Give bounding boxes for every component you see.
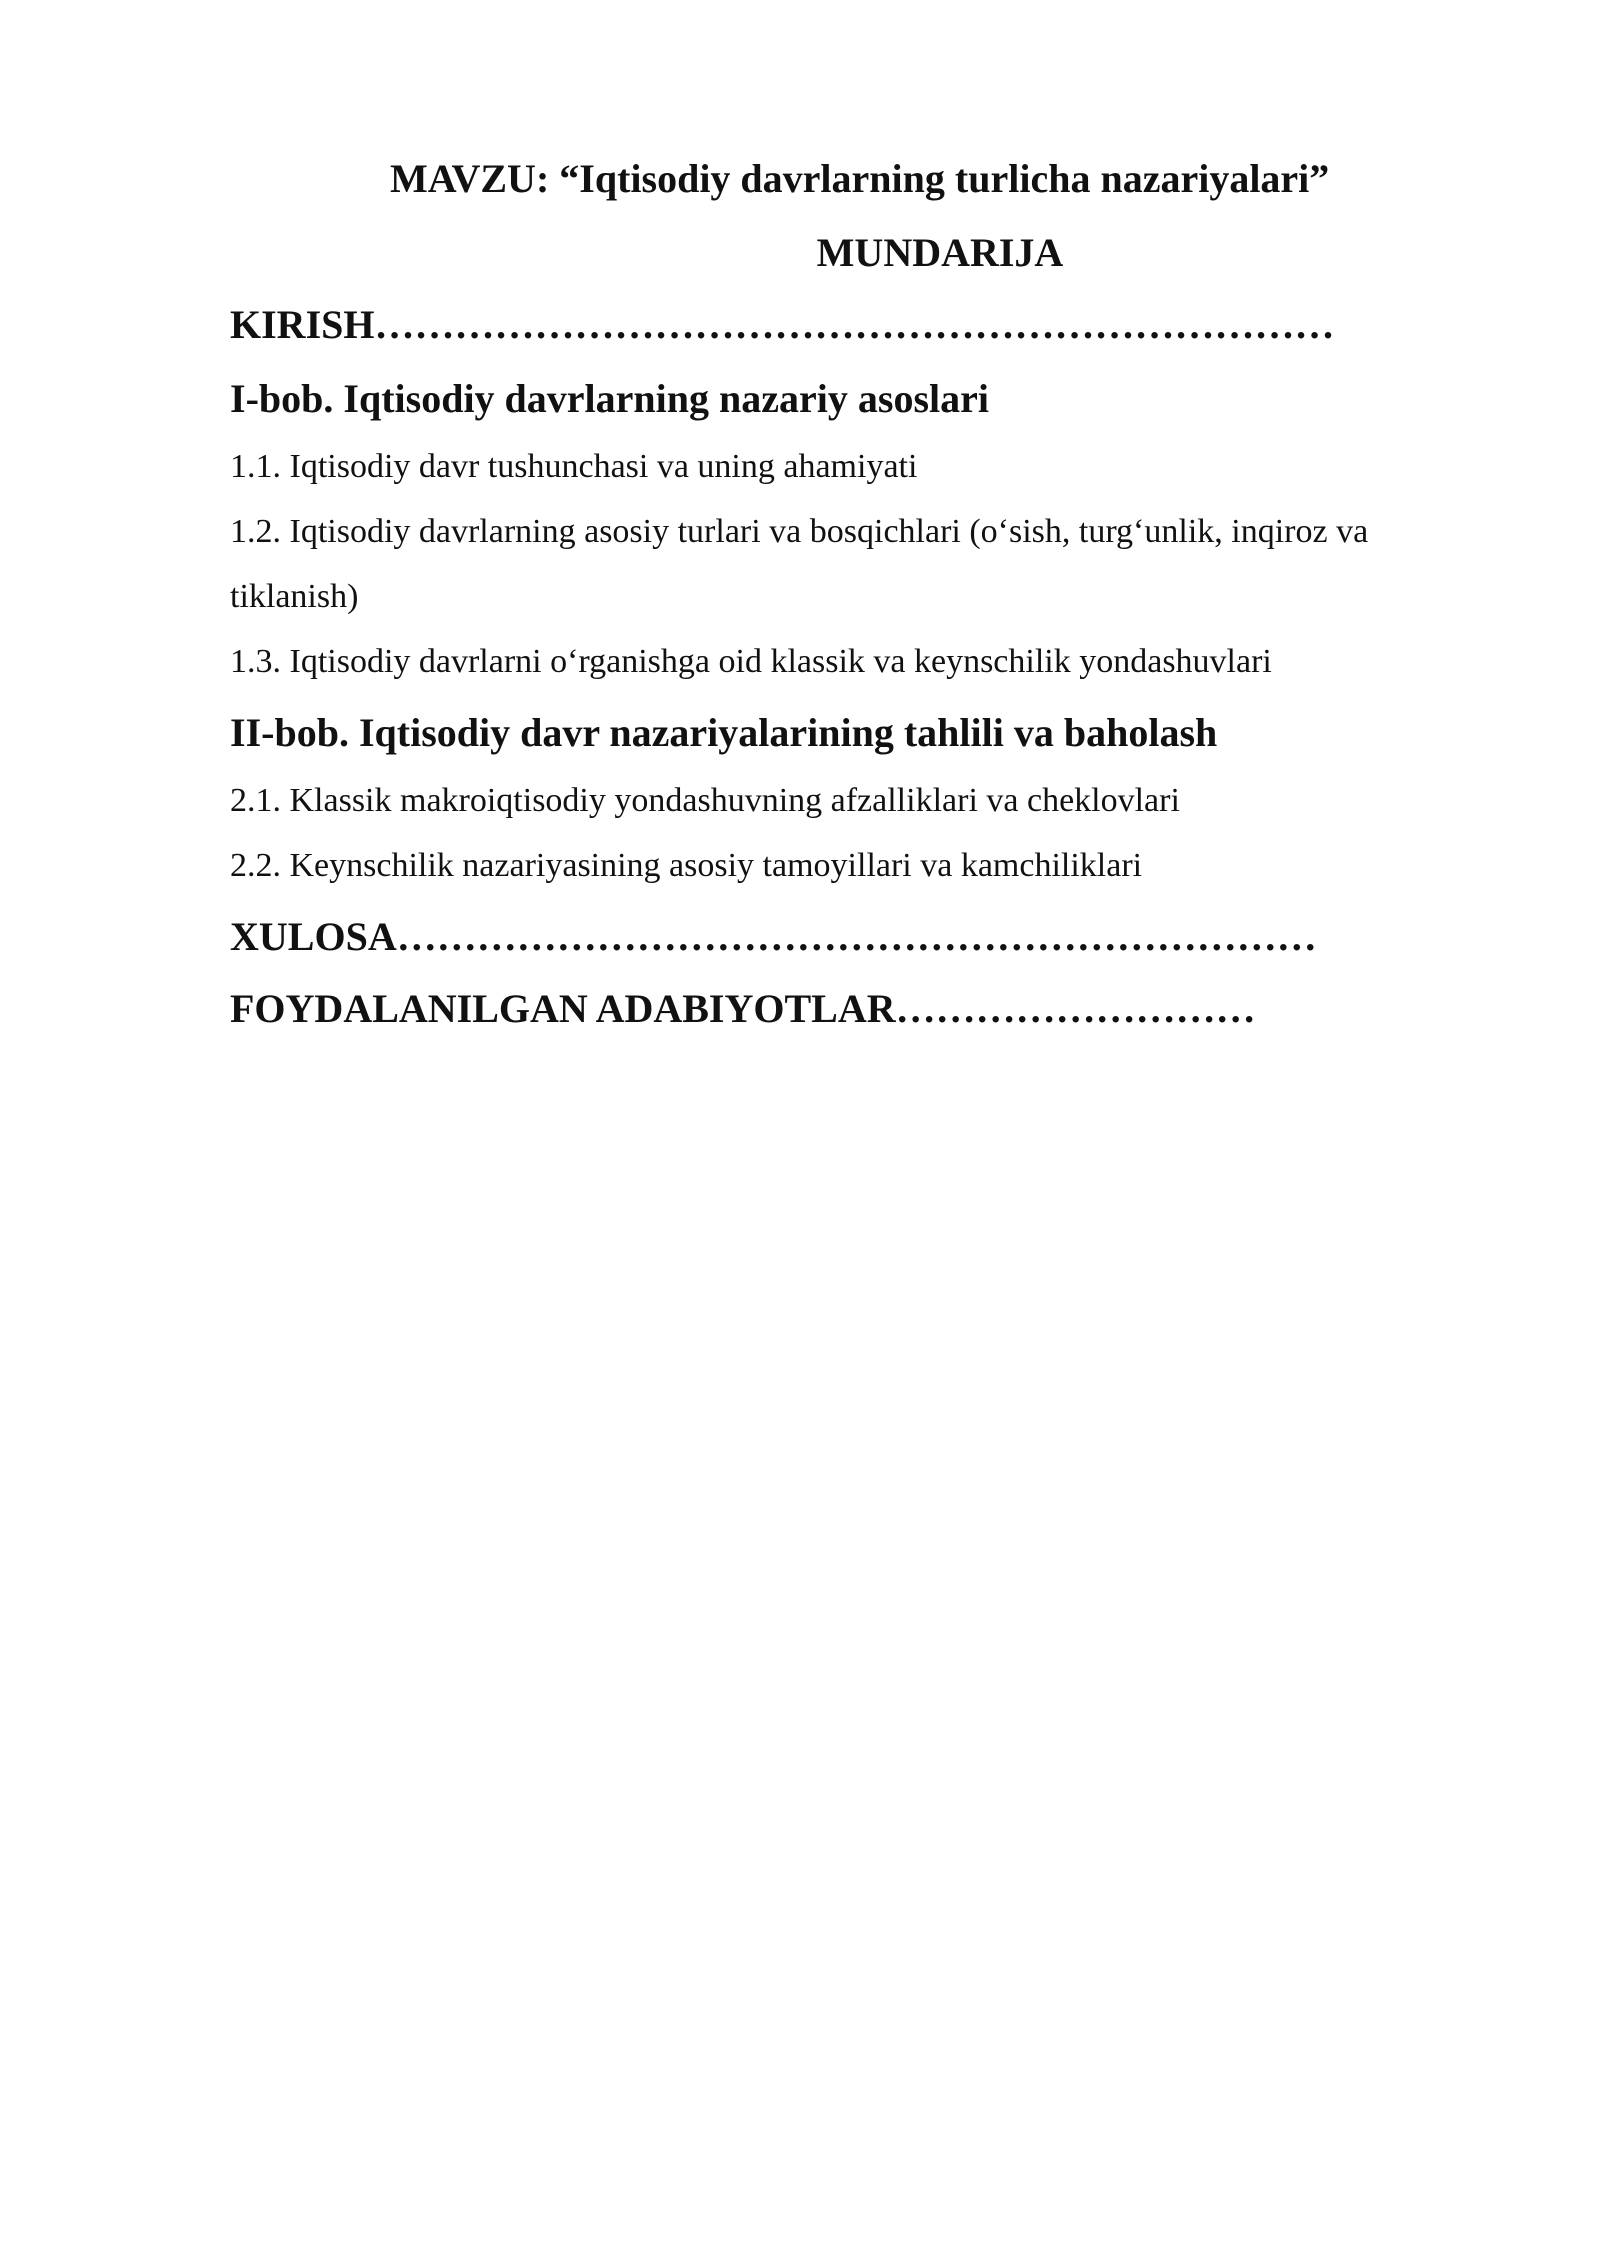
toc-chapter-1-title: I-bob. Iqtisodiy davrlarning nazariy asoslari <box>230 376 990 421</box>
toc-item-2-1: 2.1. Klassik makroiqtisodiy yondashuvning afzalliklari va cheklovlari <box>230 782 1180 819</box>
document-title: MAVZU: “Iqtisodiy davrlarning turlicha nazariyalari” <box>390 156 1330 201</box>
toc-entry-conclusion: XULOSA…………………………………………………………… <box>230 914 1317 959</box>
toc-entry-intro: KIRISH……………………………………………………………… <box>230 302 1335 347</box>
document-content <box>230 150 1470 1038</box>
toc-entry-references: FOYDALANILGAN ADABIYOTLAR……………………… <box>230 986 1256 1031</box>
toc-chapter-2-title: II-bob. Iqtisodiy davr nazariyalarining tahlili va baholash <box>230 710 1218 755</box>
toc-item-2-2: 2.2. Keynschilik nazariyasining asosiy tamoyillari va kamchiliklari <box>230 847 1143 884</box>
toc-item-1-1: 1.1. Iqtisodiy davr tushunchasi va uning ahamiyati <box>230 448 918 485</box>
toc-heading: MUNDARIJA <box>816 230 1064 275</box>
toc-item-1-2: 1.2. Iqtisodiy davrlarning asosiy turlari va bosqichlari (o‘sish, turg‘unlik, inqiroz va tiklanish) <box>230 513 1369 615</box>
toc-item-1-3: 1.3. Iqtisodiy davrlarni o‘rganishga oid klassik va keynschilik yondashuvlari <box>230 643 1272 680</box>
